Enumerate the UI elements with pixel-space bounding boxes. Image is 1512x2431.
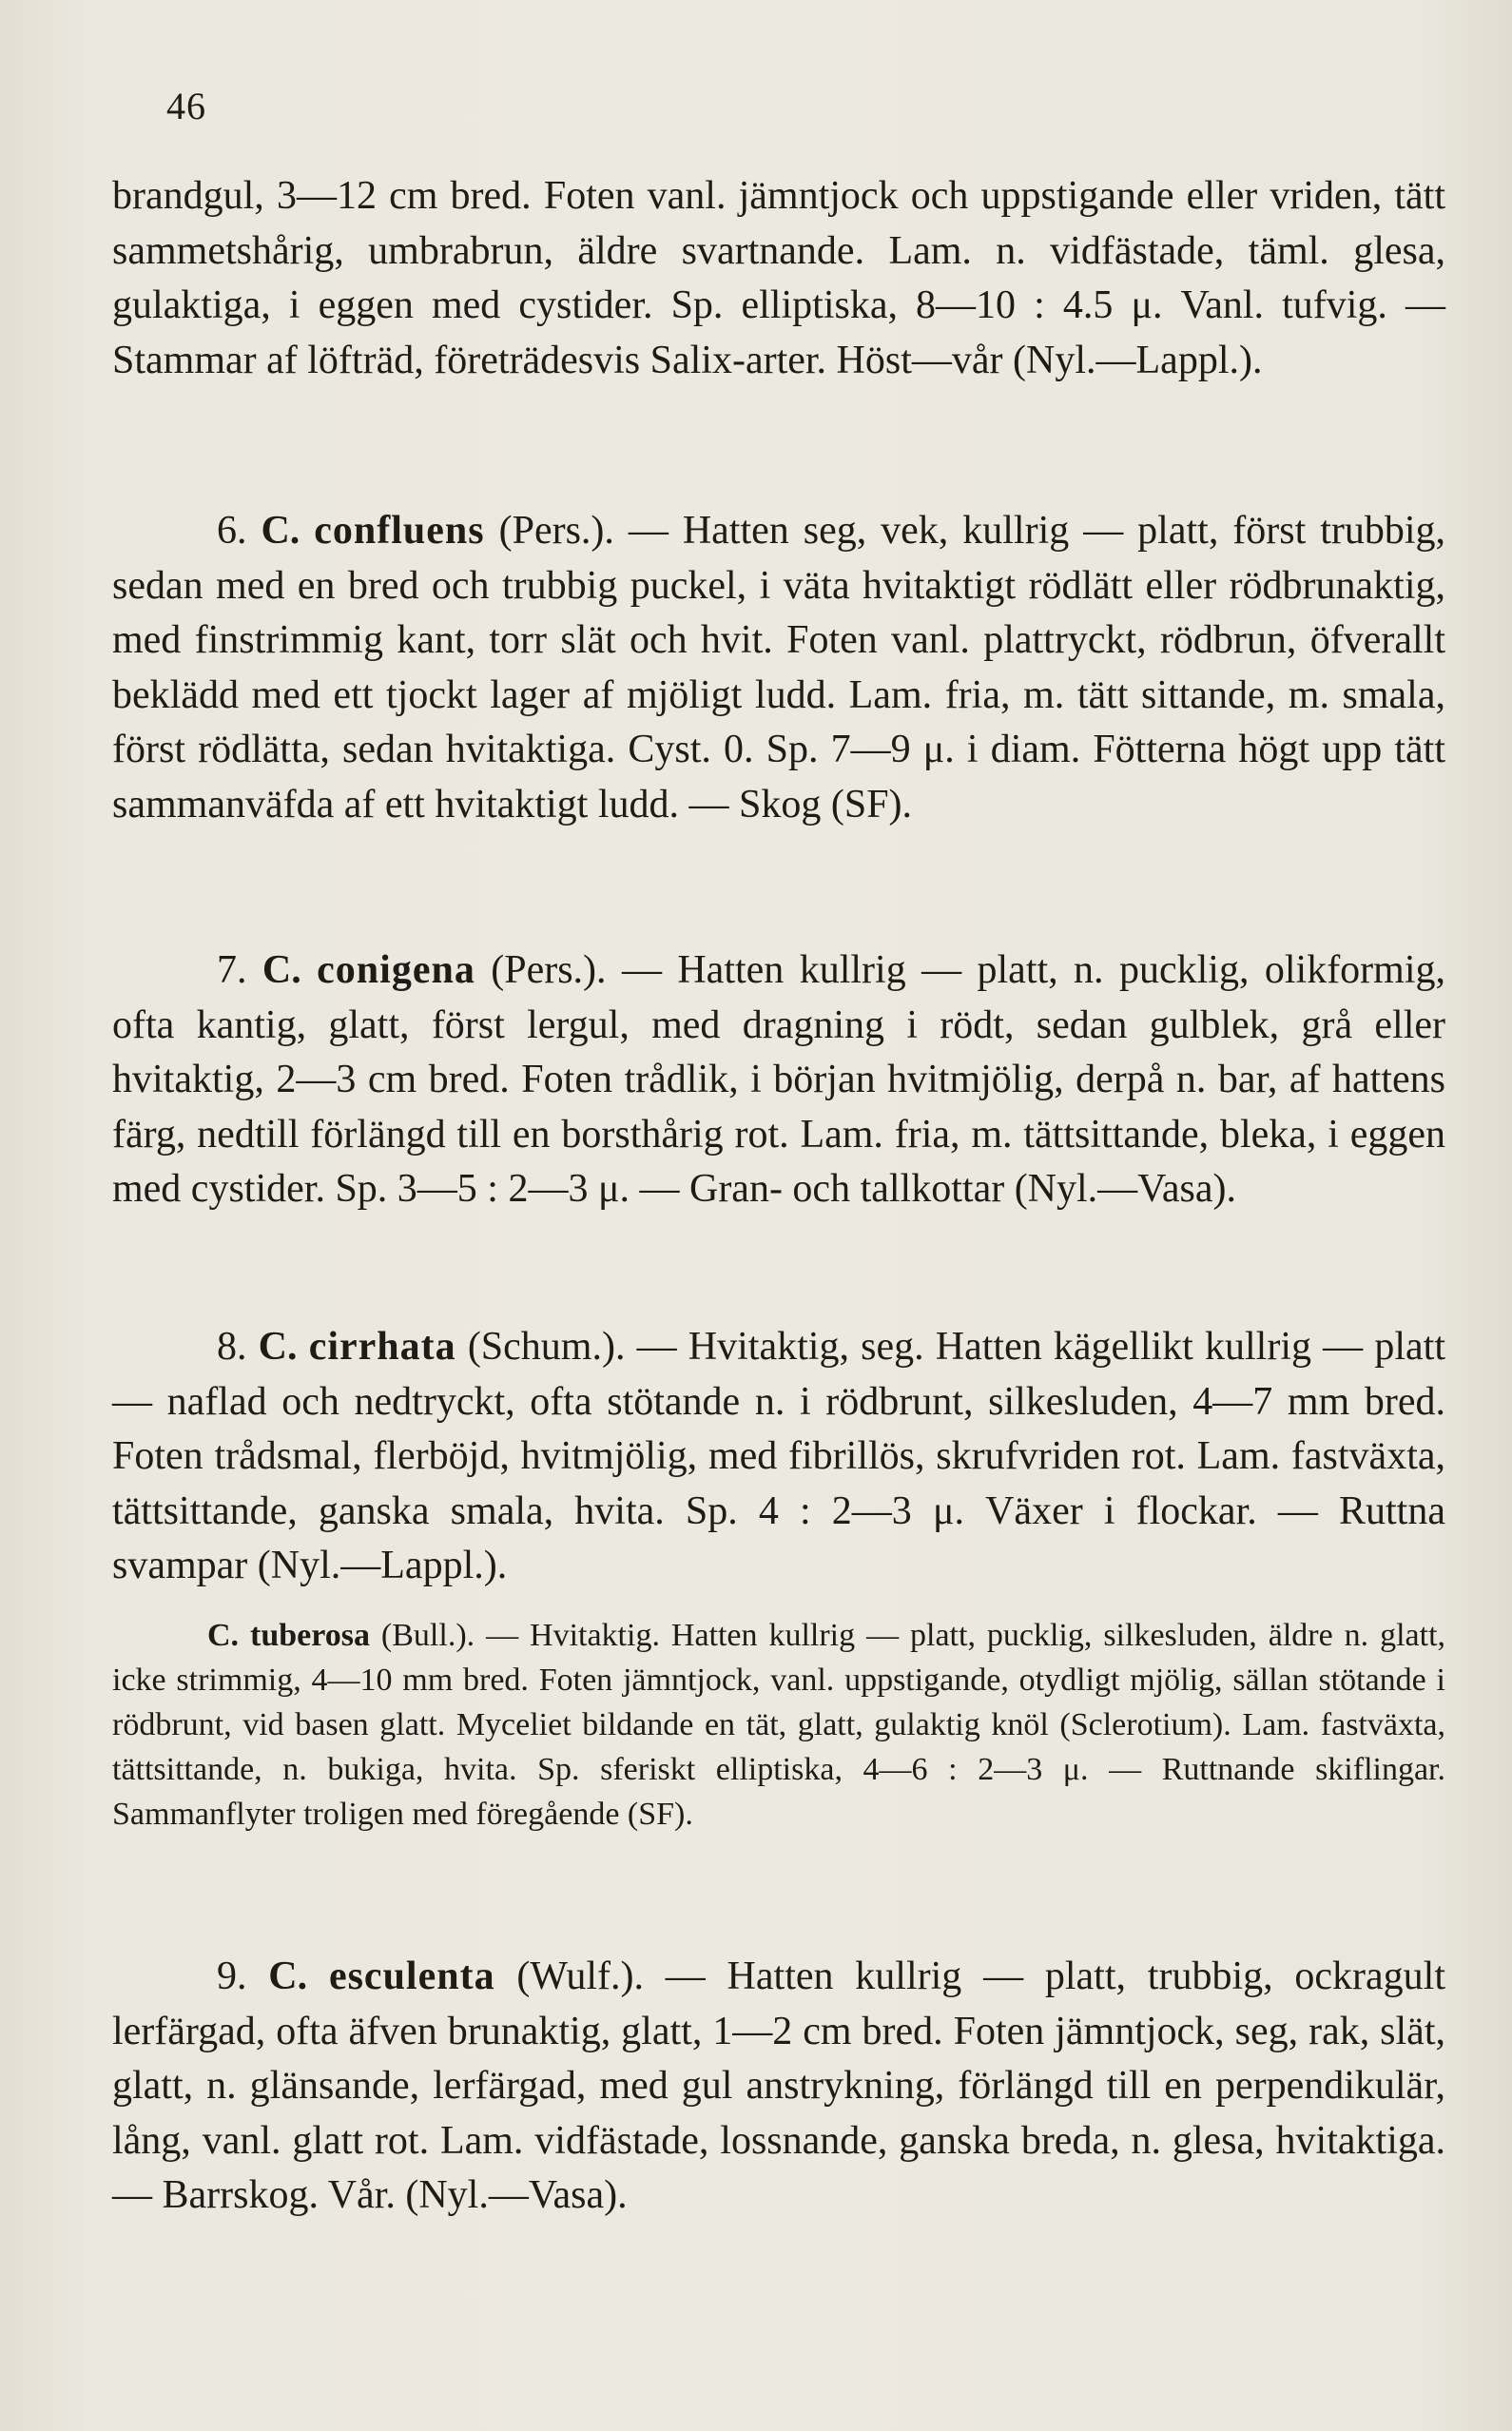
species-entry-8 [112, 1320, 1445, 1594]
entry-description: (Pers.). — Hatten seg, vek, kullrig — platt, först trubbig, sedan med en bred och trubbig puckel, i väta hvitaktigt rödlätt eller rödbrunaktig, med finstrimmig kant, torr slät och hvit. Foten vanl. plattryckt, rödbrun, öfverallt beklädd med ett tjockt lager af mjöligt ludd. Lam. fria, m. tätt sittande, m. smala, först rödlätta, sedan hvitaktiga. Cyst. 0. Sp. 7—9 μ. i diam. Fötterna högt upp tätt sammanväfda af ett hvitaktigt ludd. — Skog (SF). [112, 509, 1446, 827]
entry-text [112, 1613, 1445, 1837]
entry-text [112, 504, 1445, 832]
paragraph-text: brandgul, 3—12 cm bred. Foten vanl. jämntjock och uppstigande eller vriden, tätt sammetshårig, umbrabrun, äldre svartnande. Lam. n. vidfästade, täml. glesa, gulaktiga, i eggen med cystider. Sp. elliptiska, 8—10 : 4.5 μ. Vanl. tufvig. — Stammar af löfträd, företrädesvis Salix-arter. Höst—vår (Nyl.—Lappl.). [112, 174, 1445, 382]
entry-number: 9. [217, 1955, 247, 1998]
species-name: cirrhata [308, 1325, 456, 1369]
entry-text [112, 1950, 1445, 2224]
entry-description: (Wulf.). — Hatten kullrig — platt, trubbig, ockragult lerfärgad, ofta äfven brunaktig, glatt, 1—2 cm bred. Foten jämntjock, seg, rak, slät, glatt, n. glänsande, lerfärgad, med gul anstrykning, förlängd till en perpendikulär, lång, vanl. glatt rot. Lam. vidfästade, lossnande, ganska breda, n. glesa, hvitaktiga. — Barrskog. Vår. (Nyl.—Vasa). [112, 1955, 1446, 2217]
entry-description: (Pers.). — Hatten kullrig — platt, n. pucklig, olikformig, ofta kantig, glatt, först lergul, med dragning i rödt, sedan gulblek, grå eller hvitaktig, 2—3 cm bred. Foten trådlik, i början hvitmjölig, derpå n. bar, af hattens färg, nedtill förlängd till en borsthårig rot. Lam. fria, m. tättsittande, bleka, i eggen med cystider. Sp. 3—5 : 2—3 μ. — Gran- och tallkottar (Nyl.—Vasa). [112, 948, 1445, 1211]
species-entry-tuberosa [112, 1613, 1445, 1837]
genus-abbrev: C. [261, 509, 300, 553]
species-name: confluens [314, 509, 485, 553]
species-name: esculenta [328, 1955, 495, 1998]
genus-abbrev: C. [262, 948, 301, 992]
entry-number: 7. [217, 948, 247, 992]
genus-abbrev: C. [207, 1618, 240, 1653]
paragraph-continuation [112, 169, 1445, 388]
entry-description: (Bull.). — Hvitaktig. Hatten kullrig — platt, pucklig, silkesluden, äldre n. glatt, icke strimmig, 4—10 mm bred. Foten jämntjock, vanl. uppstigande, otydligt mjölig, sällan stötande i rödbrunt, vid basen glatt. Myceliet bildande en tät, glatt, gulaktig knöl (Sclerotium). Lam. fastväxta, tättsittande, n. bukiga, hvita. Sp. sferiskt elliptiska, 4—6 : 2—3 μ. — Ruttnande skiflingar. Sammanflyter troligen med föregående (SF). [112, 1618, 1446, 1832]
entry-text [112, 1320, 1445, 1594]
genus-abbrev: C. [268, 1955, 308, 1998]
entry-number: 8. [217, 1325, 247, 1369]
genus-abbrev: C. [258, 1325, 298, 1369]
species-name: tuberosa [250, 1618, 370, 1653]
species-entry-6 [112, 504, 1445, 832]
page-number: 46 [166, 85, 206, 127]
species-entry-9 [112, 1950, 1445, 2224]
species-entry-7 [112, 943, 1445, 1217]
species-name: conigena [317, 948, 475, 992]
entry-description: (Schum.). — Hvitaktig, seg. Hatten kägellikt kullrig — platt — naflad och nedtryckt, ofta stötande n. i rödbrunt, silkesluden, 4—7 mm bred. Foten trådsmal, flerböjd, hvitmjölig, med fibrillös, skrufvriden rot. Lam. fastväxta, tättsittande, ganska smala, hvita. Sp. 4 : 2—3 μ. Växer i flockar. — Ruttna svampar (Nyl.—Lappl.). [112, 1325, 1445, 1587]
entry-text [112, 943, 1445, 1217]
entry-number: 6. [217, 509, 247, 553]
